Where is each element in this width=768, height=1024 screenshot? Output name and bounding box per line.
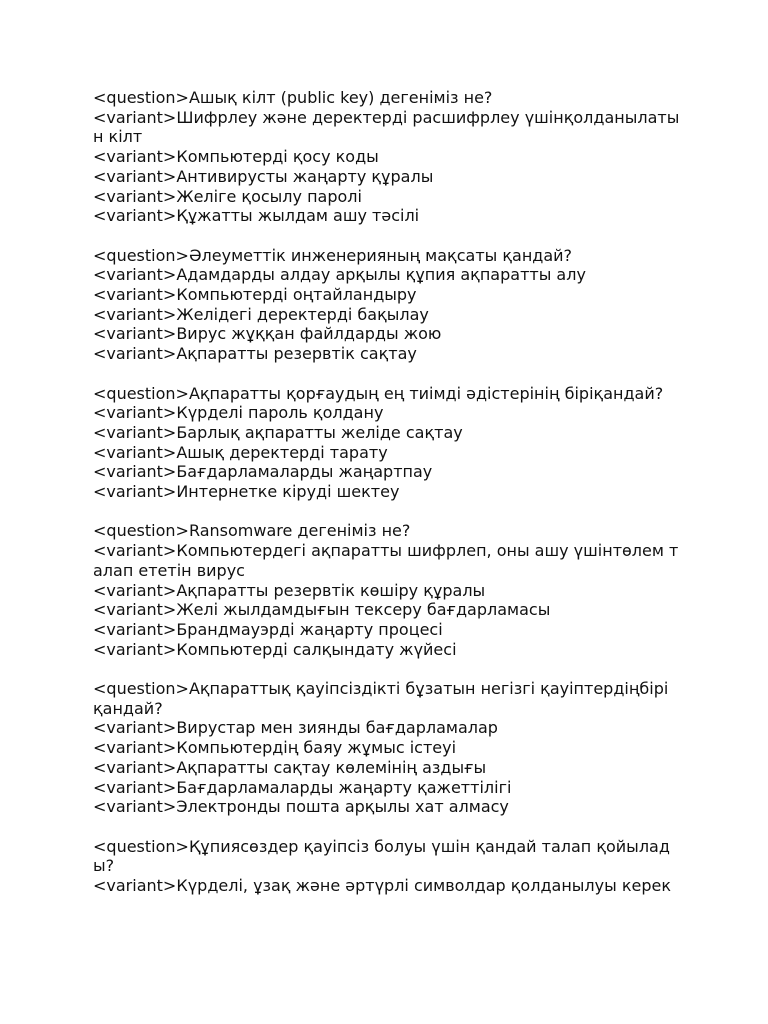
variant-text: <variant>Антивирусты жаңарту құралы — [93, 166, 434, 186]
variant-text: <variant>Құжатты жылдам ашу тәсілі — [93, 206, 420, 226]
question-text: <question>Құпиясөздер қауіпсіз болуы үшін қандай талап қойылады? — [93, 836, 670, 876]
variant-text: <variant>Ақпаратты сақтау көлемінің аздығы — [93, 757, 487, 777]
question-text: <question>Ақпаратты қорғаудың ең тиімді әдістерінің бірiқандай? — [93, 383, 664, 403]
variant-text: <variant>Электронды пошта арқылы хат алмасу — [93, 797, 509, 817]
question-text: <question>Әлеуметтік инженерияның мақсаты қандай? — [93, 245, 573, 265]
variant-text: <variant>Вирустар мен зиянды бағдарламалар — [93, 718, 498, 738]
variant-text: <variant>Компьютердегі ақпаратты шифрлеп, оны ашу үшінтөлем талап ететін вирус — [93, 541, 679, 580]
variant-text: <variant>Бағдарламаларды жаңартпау — [93, 462, 433, 482]
variant-text: <variant>Күрделі, ұзақ және әртүрлі символдар қолданылуы керек — [93, 876, 671, 896]
question-block — [93, 246, 683, 364]
variant-text: <variant>Ашық деректерді тарату — [93, 442, 388, 462]
question-block — [93, 88, 683, 226]
variant-text: <variant>Ақпаратты резервтік сақтау — [93, 344, 417, 364]
variant-text: <variant>Ақпаратты резервтік көшіру құралы — [93, 580, 486, 600]
question-block — [93, 837, 683, 896]
question-block — [93, 679, 683, 817]
variant-text: <variant>Компьютерді оңтайландыру — [93, 285, 417, 305]
variant-text: <variant>Шифрлеу және деректерді расшифрлеу үшінқолданылатын кілт — [93, 107, 680, 147]
variant-text: <variant>Күрделі пароль қолдану — [93, 403, 384, 423]
variant-text: <variant>Компьютердің баяу жұмыс істеуі — [93, 738, 457, 758]
variant-text: <variant>Желі жылдамдығын тексеру бағдарламасы — [93, 600, 551, 620]
question-text: <question>Ransomware дегеніміз не? — [93, 521, 411, 541]
variant-text: <variant>Желідегі деректерді бақылау — [93, 304, 429, 324]
variant-text: <variant>Компьютерді салқындату жүйесі — [93, 639, 457, 659]
question-block — [93, 521, 683, 659]
variant-text: <variant>Желіге қосылу паролі — [93, 186, 362, 206]
question-text: <question>Ашық кілт (public key) дегеніміз не? — [93, 88, 493, 107]
variant-text: <variant>Интернетке кіруді шектеу — [93, 482, 400, 502]
variant-text: <variant>Брандмауэрді жаңарту процесі — [93, 619, 443, 639]
variant-text: <variant>Адамдарды алдау арқылы құпия ақпаратты алу — [93, 265, 586, 285]
variant-text: <variant>Вирус жұққан файлдарды жою — [93, 324, 442, 344]
document-page — [93, 88, 683, 915]
question-block — [93, 384, 683, 502]
variant-text: <variant>Бағдарламаларды жаңарту қажеттілігі — [93, 777, 512, 797]
variant-text: <variant>Барлық ақпаратты желіде сақтау — [93, 422, 463, 442]
question-text: <question>Ақпараттық қауіпсіздікті бұзатын негізгі қауіптердiңбірі қандай? — [93, 679, 669, 718]
variant-text: <variant>Компьютерді қосу коды — [93, 147, 379, 167]
